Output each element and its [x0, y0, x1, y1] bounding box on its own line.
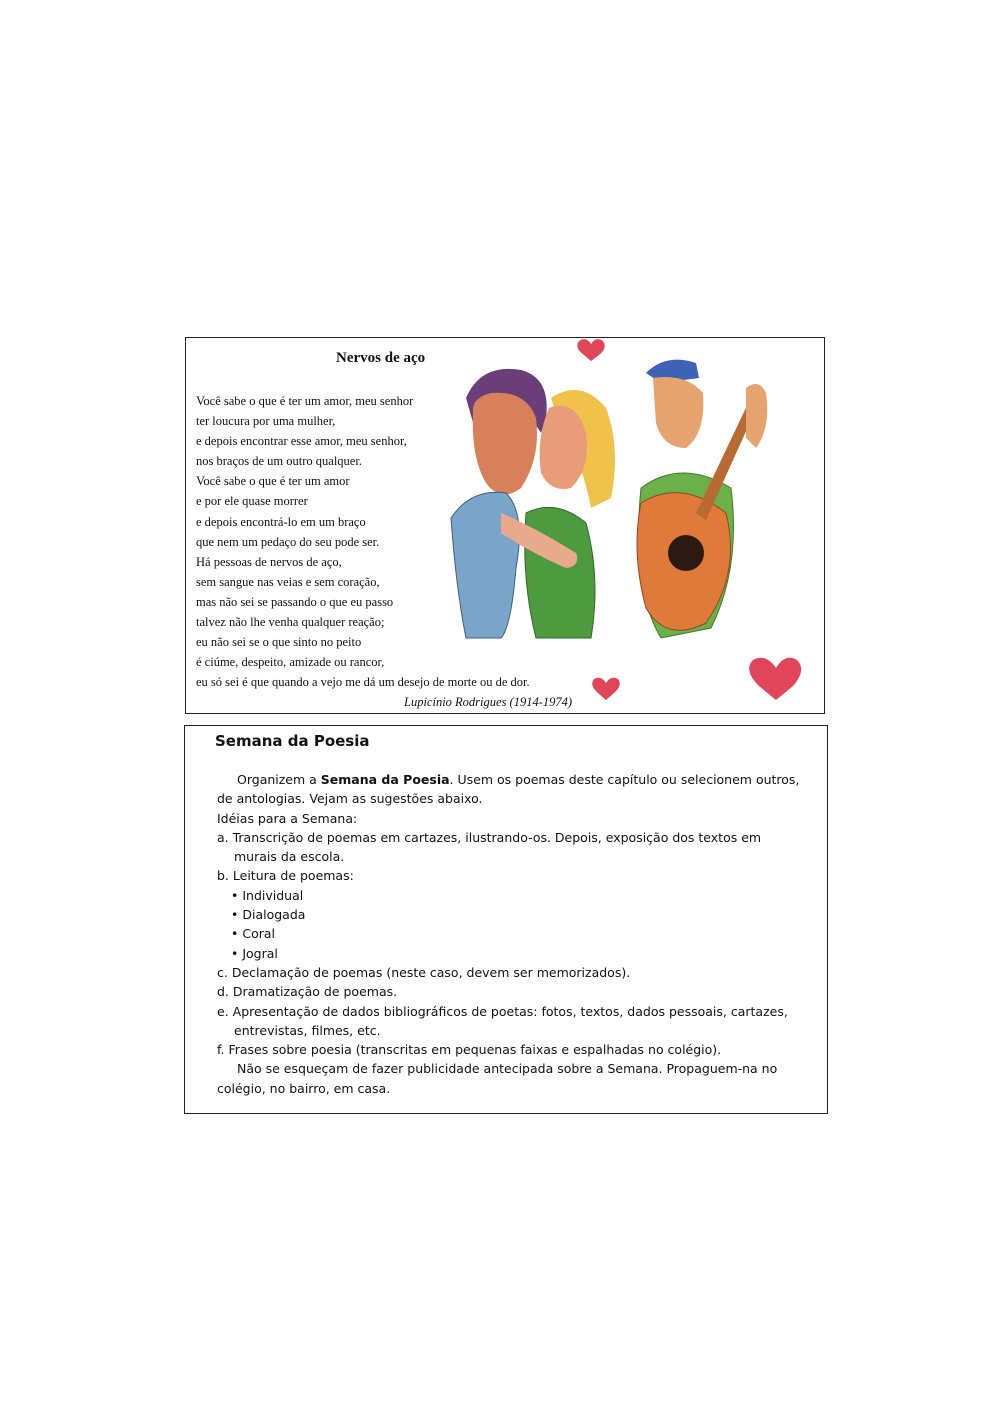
intro-text: Organizem a [237, 772, 321, 787]
guitarist-figure [637, 360, 767, 638]
poem-box [185, 337, 825, 714]
poem-line: nos braços de um outro qualquer. [196, 454, 362, 469]
list-item-c: c. Declamação de poemas (neste caso, devem ser memorizados). [217, 964, 631, 980]
poem-line: talvez não lhe venha qualquer reação; [196, 615, 385, 630]
sub-item: • Dialogada [231, 907, 306, 923]
couple-and-guitarist-illustration [441, 338, 825, 714]
list-item-b: b. Leitura de poemas: [217, 868, 354, 884]
poem-line: Você sabe o que é ter um amor [196, 474, 350, 489]
poem-line: Você sabe o que é ter um amor, meu senhor [196, 394, 414, 408]
poem-line: mas não sei se passando o que eu passo [196, 594, 394, 609]
poem-title: Nervos de aço [336, 350, 426, 366]
poem-line: é ciúme, despeito, amizade ou rancor, [196, 655, 385, 670]
intro-bold-text: Semana da Poesia [320, 772, 450, 787]
closing-paragraph: Não se esqueçam de fazer publicidade antecipada sobre a Semana. Propaguem-na no colégio, no bairro, em casa. [217, 1061, 778, 1096]
section-title: Semana da Poesia [215, 732, 370, 750]
list-item-f: f. Frases sobre poesia (transcritas em pequenas faixas e espalhadas no colégio). [217, 1042, 722, 1058]
poem-line: e depois encontrá-lo em um braço [196, 514, 366, 529]
section-body [217, 770, 807, 1098]
poem-line: sem sangue nas veias e sem coração, [196, 574, 380, 589]
poem-line: Há pessoas de nervos de aço, [196, 554, 342, 569]
intro-paragraph [217, 770, 807, 809]
list-item-d: d. Dramatização de poemas. [217, 984, 398, 1000]
heart-icon [577, 339, 604, 361]
sub-item: • Coral [231, 926, 275, 942]
poem-line: eu só sei é que quando a vejo me dá um desejo de morte ou de dor. [196, 675, 530, 690]
poem-line: e depois encontrar esse amor, meu senhor, [196, 434, 407, 449]
sub-item: • Jogral [231, 945, 278, 961]
ideas-label: Idéias para a Semana: [217, 810, 358, 826]
poem-line: e por ele quase morrer [196, 494, 308, 509]
intro-text-end: . Usem os poemas deste capítulo ou selecionem outros, de antologias. Vejam as sugestões abaixo. [217, 772, 800, 807]
list-item-e: e. Apresentação de dados bibliográficos de poetas: fotos, textos, dados pessoais, cartazes, entrevistas, filmes, etc. [217, 1003, 788, 1038]
poem-author: Lupicínio Rodrigues (1914-1974) [404, 695, 573, 709]
semana-da-poesia-box [184, 725, 828, 1114]
sub-item: • Individual [231, 887, 304, 903]
heart-icon [749, 658, 801, 700]
list-item-a: a. Transcrição de poemas em cartazes, ilustrando-os. Depois, exposição dos textos em murais da escola. [217, 829, 762, 865]
poem-line: que nem um pedaço do seu pode ser. [196, 534, 380, 549]
poem-line: ter loucura por uma mulher, [196, 414, 336, 429]
poem-line: eu não sei se o que sinto no peito [196, 635, 362, 650]
